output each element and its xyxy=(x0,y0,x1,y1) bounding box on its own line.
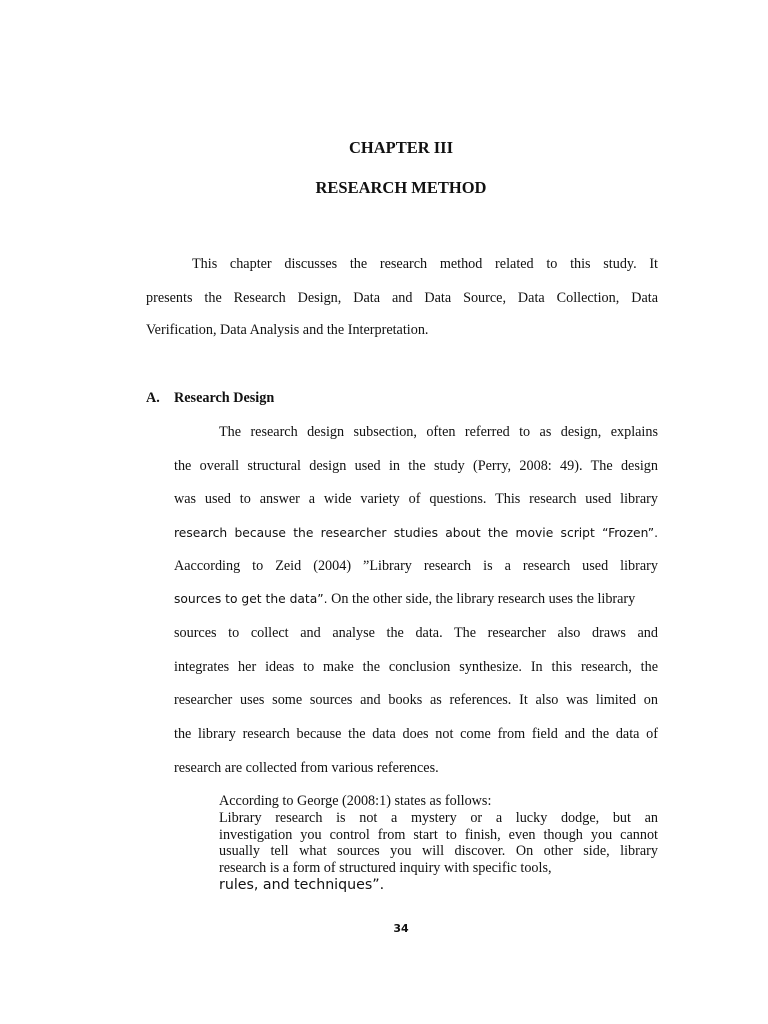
quote-line-5: rules, and techniques”. xyxy=(219,877,385,893)
intro-line-3: Verification, Data Analysis and the Interpretation. xyxy=(146,322,429,338)
section-a-line-6 xyxy=(174,590,635,608)
section-a-line-3: was used to answer a wide variety of questions. This research used library xyxy=(174,491,658,507)
section-a-line-11: research are collected from various references. xyxy=(174,760,439,776)
section-a-line-9: researcher uses some sources and books as references. It also was limited on xyxy=(174,692,658,708)
quote-line-3: usually tell what sources you will discover. On other side, library xyxy=(219,843,658,859)
section-a-line-6-part-2: On the other side, the library research uses the library xyxy=(327,591,636,607)
section-a-line-7: sources to collect and analyse the data. The researcher also draws and xyxy=(174,625,658,641)
section-a-line-5: Aaccording to Zeid (2004) ”Library research is a research used library xyxy=(174,558,658,574)
section-a-line-6-part-1: sources to get the data”. xyxy=(174,592,328,606)
chapter-number-heading: CHAPTER III xyxy=(348,138,454,157)
section-a-line-8: integrates her ideas to make the conclusion synthesize. In this research, the xyxy=(174,659,658,675)
intro-line-2: presents the Research Design, Data and Data Source, Data Collection, Data xyxy=(146,290,658,306)
section-a-line-4: research because the researcher studies about the movie script “Frozen”. xyxy=(174,526,658,540)
page-number: 34 xyxy=(393,922,409,935)
quote-line-1: Library research is not a mystery or a lucky dodge, but an xyxy=(219,810,658,826)
chapter-title: RESEARCH METHOD xyxy=(315,178,487,197)
quote-line-4: research is a form of structured inquiry with specific tools, xyxy=(219,860,552,876)
section-a-line-10: the library research because the data does not come from field and the data of xyxy=(174,726,658,742)
section-a-line-1: The research design subsection, often referred to as design, explains xyxy=(219,424,658,440)
quote-intro-line: According to George (2008:1) states as follows: xyxy=(219,793,492,809)
section-a-line-2: the overall structural design used in the study (Perry, 2008: 49). The design xyxy=(174,458,658,474)
section-a-heading: Research Design xyxy=(174,390,275,406)
quote-line-2: investigation you control from start to finish, even though you cannot xyxy=(219,827,658,843)
section-a-marker: A. xyxy=(146,390,160,406)
intro-line-1: This chapter discusses the research method related to this study. It xyxy=(192,256,658,272)
